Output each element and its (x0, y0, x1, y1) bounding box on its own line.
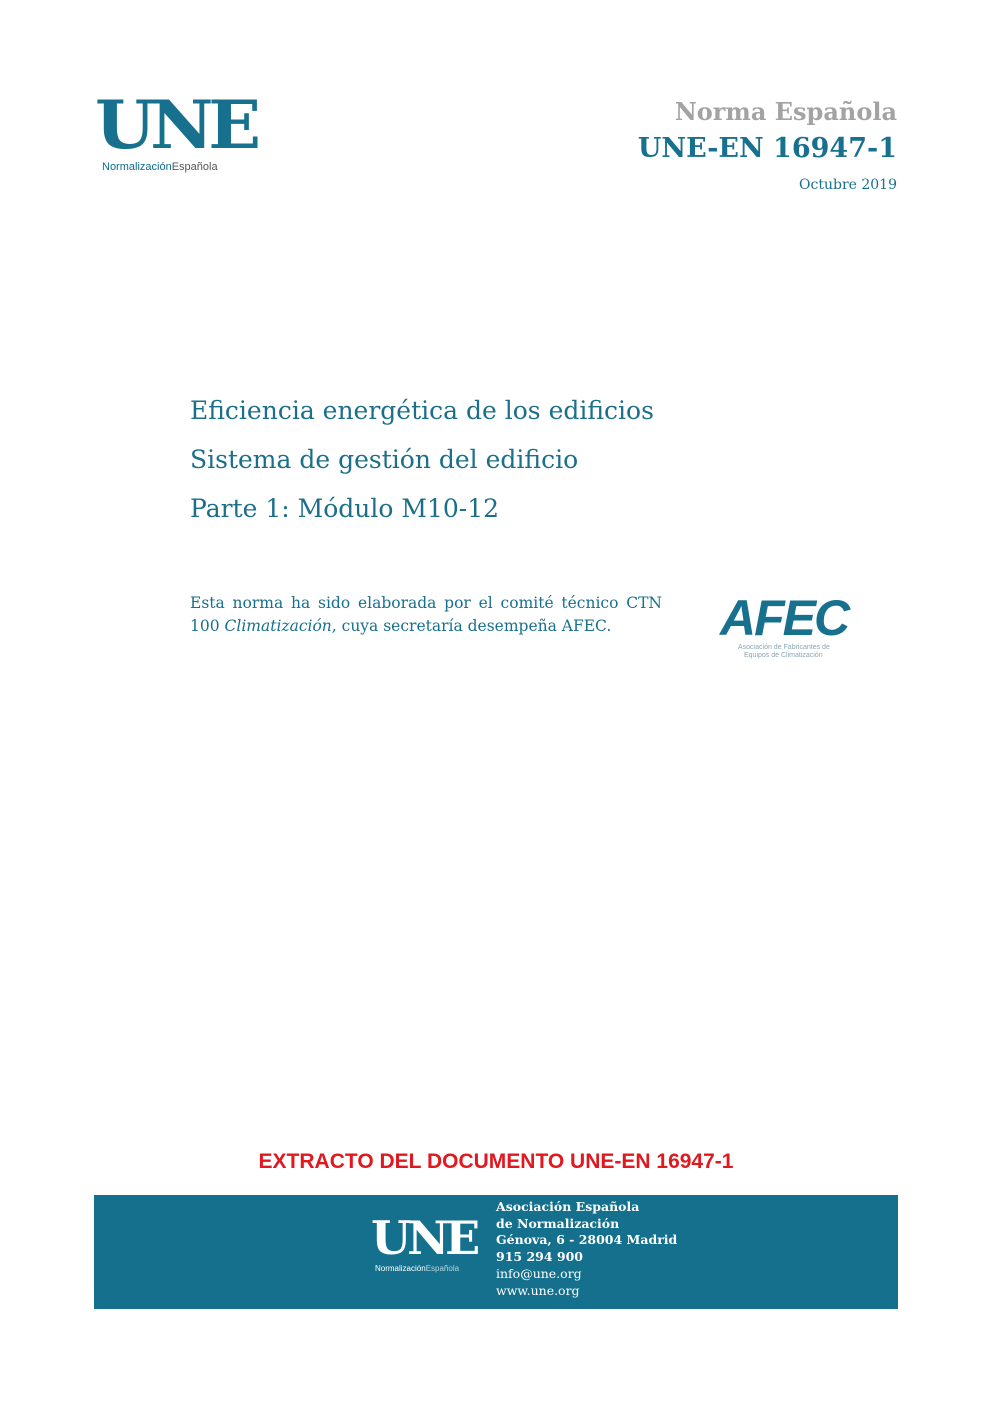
une-logo-letters: UNE (95, 86, 256, 164)
afec-logo (720, 592, 865, 662)
afec-tagline-2: Equipos de Climatización (744, 652, 823, 659)
une-footer-logo-subtitle (375, 1264, 459, 1273)
document-code: UNE-EN 16947-1 (637, 133, 897, 164)
une-logo-subtitle (102, 161, 218, 173)
title-line-1: Eficiencia energética de los edificios (190, 396, 654, 425)
une-logo (95, 86, 256, 182)
footer-address (496, 1199, 677, 1299)
afec-logo-mark: AFEC (720, 590, 849, 646)
document-titles (190, 386, 654, 533)
une-logo-subtitle-b: Española (171, 161, 218, 173)
address-line-org: Asociación Española (496, 1199, 640, 1214)
address-line-email[interactable]: info@une.org (496, 1265, 582, 1281)
title-line-3: Parte 1: Módulo M10-12 (190, 494, 500, 523)
publication-date: Octubre 2019 (799, 177, 897, 193)
une-footer-logo (371, 1211, 477, 1273)
norma-label: Norma Española (674, 97, 897, 126)
address-line-phone: 915 294 900 (496, 1249, 583, 1265)
footer-band (94, 1195, 898, 1309)
address-line-org-2: de Normalización (496, 1215, 620, 1231)
une-logo-subtitle-a: Normalización (102, 161, 172, 173)
description-part-2: , cuya secretaría desempeña AFEC. (331, 617, 612, 635)
une-footer-logo-sub-b: Española (425, 1264, 460, 1273)
description-part-1: Esta norma ha sido elaborada por el comité técnico CTN 100 (190, 594, 662, 635)
afec-tagline-1: Asociación de Fabricantes de (738, 644, 830, 651)
document-header (638, 97, 897, 193)
address-line-web[interactable]: www.une.org (496, 1282, 580, 1298)
committee-description (190, 592, 662, 638)
une-footer-logo-sub-a: Normalización (375, 1264, 426, 1273)
extract-banner: EXTRACTO DEL DOCUMENTO UNE-EN 16947-1 (258, 1150, 734, 1173)
une-footer-logo-letters: UNE (371, 1211, 477, 1265)
title-line-2: Sistema de gestión del edificio (190, 445, 579, 474)
address-line-street: Génova, 6 - 28004 Madrid (496, 1232, 678, 1248)
description-italic: Climatización (224, 617, 332, 635)
